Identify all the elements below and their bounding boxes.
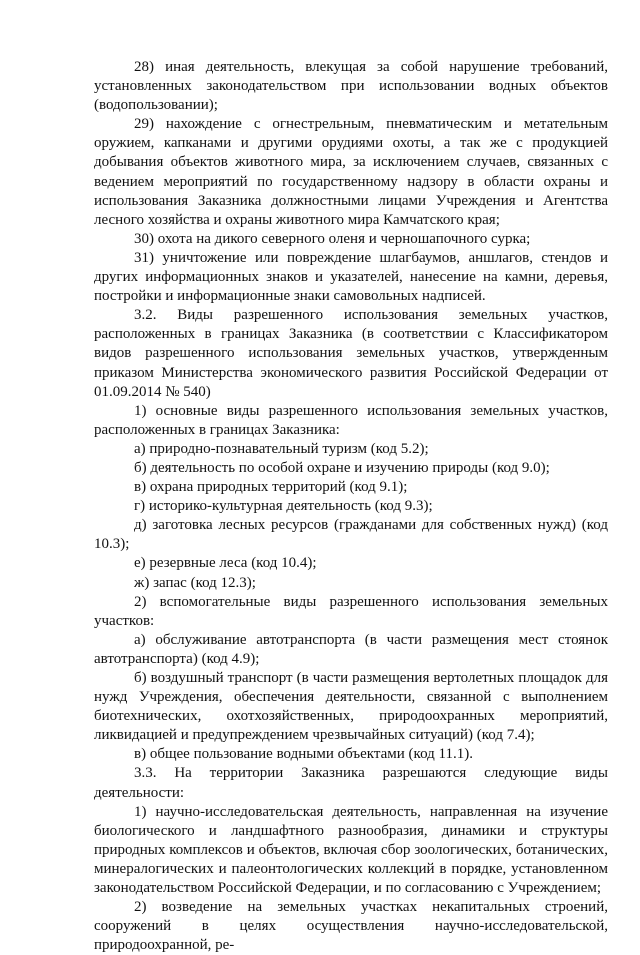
document-body: [94, 58, 608, 955]
paragraph: 2) возведение на земельных участках некапитальных строений, сооружений в целях осуществления научно-исследовательской, природоохранной, ре-: [94, 899, 608, 954]
paragraph: 31) уничтожение или повреждение шлагбаумов, аншлагов, стендов и других информационных знаков и указателей, нанесение на камни, деревья, постройки и информационные знаки самовольных надписей.: [94, 249, 608, 305]
paragraph: 1) основные виды разрешенного использования земельных участков, расположенных в границах Заказника:: [94, 402, 608, 438]
paragraph: 28) иная деятельность, влекущая за собой нарушение требований, установленных законодательством при использовании водных объектов (водопользовании);: [94, 59, 608, 114]
paragraph: 2) вспомогательные виды разрешенного использования земельных участков:: [94, 593, 608, 629]
paragraph: 29) нахождение с огнестрельным, пневматическим и метательным оружием, капканами и другими орудиями охоты, а так же с продукцией добывания объектов животного мира, за исключением случаев, связанных с ведением мероприятий по государственному надзору в области охраны и использования Заказника должностными лицами Учреждения и Агентства лесного хозяйства и охраны животного мира Камчатского края;: [94, 116, 608, 228]
paragraph: б) воздушный транспорт (в части размещения вертолетных площадок для нужд Учреждения, обеспечения деятельности, связанной с выполнением биотехнических, охотхозяйственных, природоохранных мероприятий, ликвидацией и предупреждением чрезвычайных ситуаций) (код 7.4);: [94, 670, 608, 744]
paragraph: 30) охота на дикого северного оленя и черношапочного сурка;: [134, 230, 531, 247]
paragraph: 1) научно-исследовательская деятельность, направленная на изучение биологического и ландшафтного разнообразия, динамики и структуры природных комплексов и объектов, включая сбор зоологических, ботанических, минералогических и палеонтологических коллекций в порядке, установленном законодательством Российской Федерации, и по согласованию с Учреждением;: [94, 803, 608, 897]
paragraph: в) охрана природных территорий (код 9.1);: [134, 479, 408, 496]
paragraph: д) заготовка лесных ресурсов (гражданами для собственных нужд) (код 10.3);: [94, 517, 608, 553]
paragraph: 3.2. Виды разрешенного использования земельных участков, расположенных в границах Заказника (в соответствии с Классификатором видов разрешенного использования земельных участков, утвержденным приказом Министерства экономического развития Российской Федерации от 01.09.2014 № 540): [94, 307, 608, 400]
paragraph: г) историко-культурная деятельность (код 9.3);: [134, 498, 433, 515]
paragraph: б) деятельность по особой охране и изучению природы (код 9.0);: [134, 459, 550, 476]
paragraph: а) обслуживание автотранспорта (в части размещения мест стоянок автотранспорта) (код 4.9);: [94, 631, 608, 667]
paragraph: е) резервные леса (код 10.4);: [134, 555, 317, 572]
paragraph: в) общее пользование водными объектами (код 11.1).: [134, 746, 473, 763]
paragraph: а) природно-познавательный туризм (код 5.2);: [134, 440, 429, 457]
paragraph: ж) запас (код 12.3);: [134, 574, 256, 591]
paragraph: 3.3. На территории Заказника разрешаются следующие виды деятельности:: [94, 765, 608, 801]
